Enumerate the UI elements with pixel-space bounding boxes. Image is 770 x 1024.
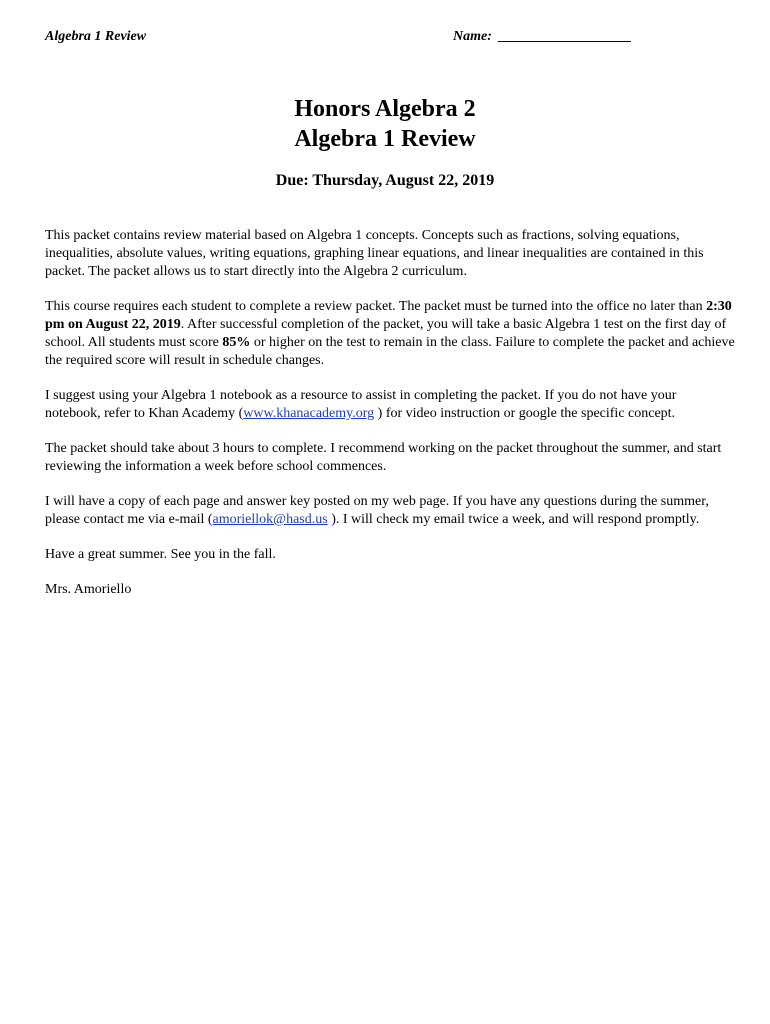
requirements-text-a: This course requires each student to complete a review packet. The packet must be turned into the office no later than <box>45 299 707 314</box>
paragraph-contact <box>45 493 735 529</box>
email-link[interactable]: amoriellok@hasd.us <box>212 512 328 527</box>
document-body <box>45 227 735 616</box>
resources-text-a: I suggest using your Algebra 1 notebook as a resource to assist in completing the packet. If you do not have your notebook, refer to Khan Academy ( <box>45 388 677 421</box>
header-name-field <box>453 29 632 45</box>
due-date: Due: Thursday, August 22, 2019 <box>275 172 495 189</box>
score-emphasis: 85% <box>222 335 251 350</box>
paragraph-requirements <box>45 298 735 370</box>
requirements-text-b: . After successful completion of the packet, you will take a basic Algebra 1 test on the first day of school. All students must score <box>45 317 727 350</box>
signature: Mrs. Amoriello <box>45 582 132 597</box>
khan-academy-link[interactable]: www.khanacademy.org <box>243 406 375 421</box>
paragraph-intro: This packet contains review material based on Algebra 1 concepts. Concepts such as fractions, solving equations, inequalities, absolute values, writing equations, graphing linear equations, and linear inequalities are contained in this packet. The packet allows us to start directly into the Algebra 2 curriculum. <box>45 228 704 279</box>
title-line-1: Honors Algebra 2 <box>294 96 476 122</box>
paragraph-time: The packet should take about 3 hours to complete. I recommend working on the packet throughout the summer, and start reviewing the information a week before school commences. <box>45 441 722 474</box>
paragraph-resources <box>45 387 735 423</box>
resources-text-b: ) for video instruction or google the specific concept. <box>374 406 676 421</box>
deadline-emphasis: 2:30 pm on August 22, 2019 <box>45 299 732 332</box>
contact-text-b: ). I will check my email twice a week, and will respond promptly. <box>327 512 700 527</box>
title-line-2: Algebra 1 Review <box>294 126 476 152</box>
paragraph-closing: Have a great summer. See you in the fall. <box>45 547 276 562</box>
header-course-title: Algebra 1 Review <box>45 29 147 44</box>
name-label: Name: <box>453 29 492 44</box>
contact-text-a: I will have a copy of each page and answer key posted on my web page. If you have any questions during the summer, please contact me via e-mail ( <box>45 494 709 527</box>
requirements-text-c: or higher on the test to remain in the class. Failure to complete the packet and achieve the required score will result in schedule changes. <box>45 335 735 368</box>
name-blank-line: ___________________ <box>498 29 632 44</box>
document-title <box>0 94 770 154</box>
